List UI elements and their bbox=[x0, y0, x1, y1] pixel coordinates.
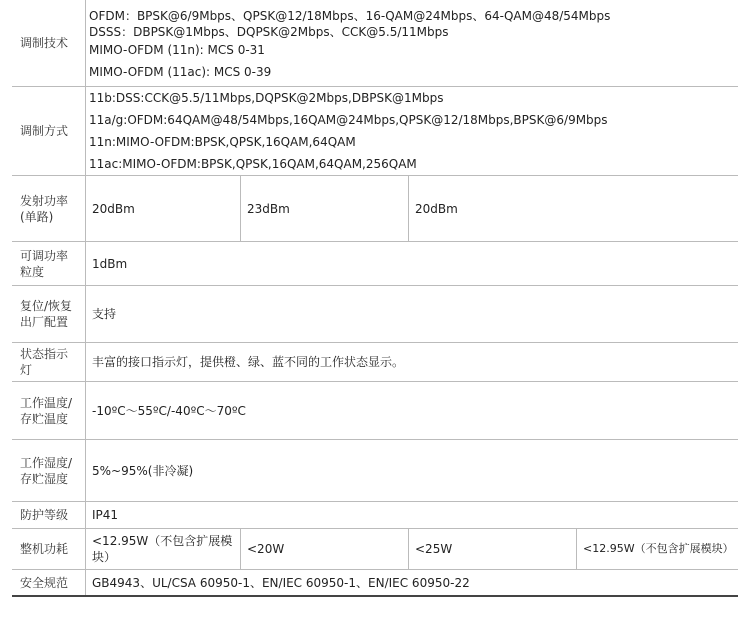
row-label: 状态指示灯 bbox=[20, 347, 69, 377]
tx-power-cell: 20dBm bbox=[92, 201, 135, 216]
row-label: 防护等级 bbox=[20, 508, 69, 522]
row-label: 发射功率(单路) bbox=[20, 193, 69, 224]
column-divider bbox=[85, 87, 86, 175]
value-line: OFDM：BPSK@6/9Mbps、QPSK@12/18Mbps、16-QAM@24Mbps、64-QAM@48/54Mbps bbox=[89, 9, 611, 23]
row-modulation-mode bbox=[12, 87, 738, 176]
row-label: 调制技术 bbox=[20, 36, 69, 50]
value-line: 11b:DSS:CCK@5.5/11Mbps,DQPSK@2Mbps,DBPSK@1Mbps bbox=[89, 91, 444, 105]
value-cell: 1dBm bbox=[92, 256, 128, 271]
value-cell: GB4943、UL/CSA 60950-1、EN/IEC 60950-1、EN/IEC 60950-22 bbox=[92, 575, 470, 590]
value-line: DSSS：DBPSK@1Mbps、DQPSK@2Mbps、CCK@5.5/11Mbps bbox=[89, 25, 449, 39]
row-label: 调制方式 bbox=[20, 124, 69, 138]
row-status-led bbox=[12, 343, 738, 382]
power-cell: <12.95W（不包含扩展模块） bbox=[583, 542, 734, 555]
tx-power-cell: 23dBm bbox=[247, 201, 290, 216]
row-humidity bbox=[12, 440, 738, 502]
row-modulation-tech bbox=[12, 0, 738, 87]
row-label: 安全规范 bbox=[20, 575, 69, 590]
row-protection-rating bbox=[12, 502, 738, 529]
value-cell: IP41 bbox=[92, 508, 119, 522]
row-safety-standards bbox=[12, 570, 738, 597]
value-line: 11a/g:OFDM:64QAM@48/54Mbps,16QAM@24Mbps,QPSK@12/18Mbps,BPSK@6/9Mbps bbox=[89, 113, 608, 127]
row-label: 工作湿度/存贮湿度 bbox=[20, 455, 73, 486]
value-cell: -10ºC～55ºC/-40ºC～70ºC bbox=[92, 403, 246, 418]
row-label: 可调功率粒度 bbox=[20, 248, 69, 279]
power-cell: <12.95W（不包含扩展模块） bbox=[92, 534, 233, 564]
value-cell: 丰富的接口指示灯，提供橙、绿、蓝不同的工作状态显示。 bbox=[92, 355, 405, 369]
row-power-consumption bbox=[12, 529, 738, 570]
value-line: MIMO-OFDM (11n): MCS 0-31 bbox=[89, 43, 265, 57]
row-factory-reset bbox=[12, 286, 738, 343]
value-line: 11n:MIMO-OFDM:BPSK,QPSK,16QAM,64QAM bbox=[89, 135, 356, 149]
power-cell: <25W bbox=[415, 542, 453, 556]
row-label: 复位/恢复出厂配置 bbox=[20, 299, 73, 329]
row-label: 工作温度/存贮温度 bbox=[20, 395, 73, 426]
tx-power-cell: 20dBm bbox=[415, 201, 458, 216]
value-line: 11ac:MIMO-OFDM:BPSK,QPSK,16QAM,64QAM,256QAM bbox=[89, 157, 417, 171]
power-cell: <20W bbox=[247, 542, 285, 556]
value-cell: 支持 bbox=[92, 307, 117, 321]
column-divider bbox=[85, 0, 86, 86]
value-cell: 5%~95%(非冷凝) bbox=[92, 463, 194, 478]
row-label: 整机功耗 bbox=[20, 542, 69, 556]
row-tx-power bbox=[12, 176, 738, 242]
row-temperature bbox=[12, 382, 738, 440]
value-line: MIMO-OFDM (11ac): MCS 0-39 bbox=[89, 65, 272, 79]
row-power-granularity bbox=[12, 242, 738, 286]
